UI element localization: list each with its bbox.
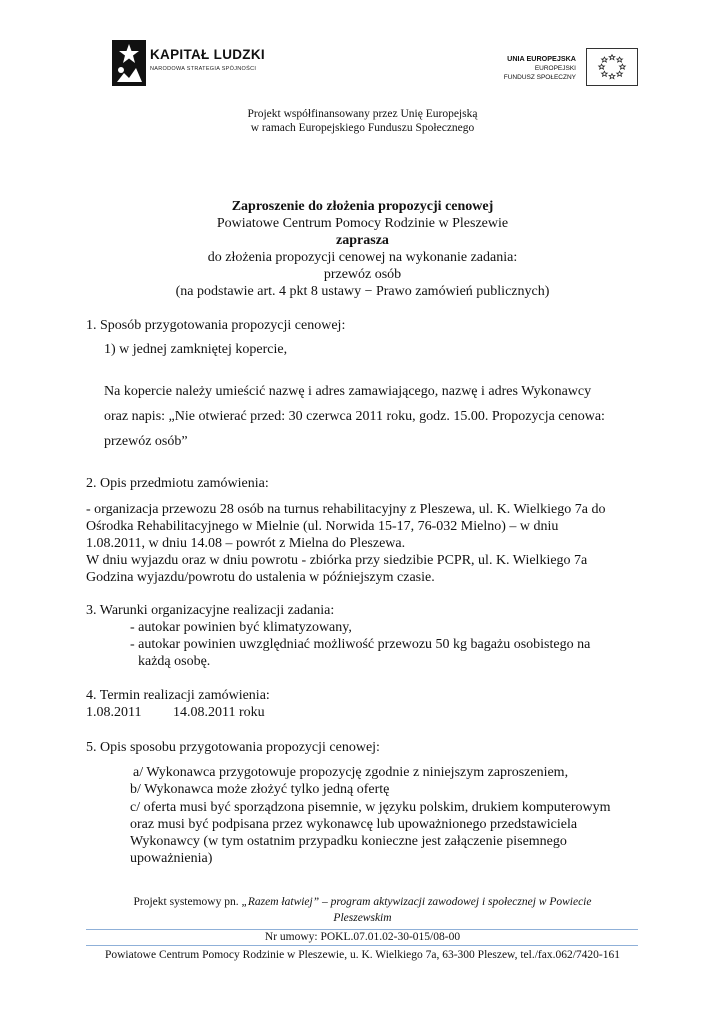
footer-address: Powiatowe Centrum Pomocy Rodzinie w Pleszewie, u. K. Wielkiego 7a, 63-300 Pleszew, tel./fax.062/7420-161 bbox=[104, 949, 621, 961]
task-line: do złożenia propozycji cenowej na wykonanie zadania: bbox=[207, 250, 518, 265]
legal-basis-line: (na podstawie art. 4 pkt 8 ustawy − Prawo zamówień publicznych) bbox=[175, 284, 550, 299]
section4-date-from: 1.08.2011 bbox=[86, 705, 142, 720]
footer-divider-bottom bbox=[86, 945, 638, 946]
eu-fund-text bbox=[504, 54, 576, 83]
section5-a: a/ Wykonawca przygotowuje propozycję zgodnie z niniejszym zaproszeniem, bbox=[133, 765, 569, 780]
kapital-ludzki-icon bbox=[112, 40, 146, 86]
cofinance-line1: Projekt współfinansowany przez Unię Europejską bbox=[247, 108, 478, 120]
section3-item2-line2: każdą osobę. bbox=[138, 654, 211, 669]
section1-item1: 1) w jednej zamkniętej kopercie, bbox=[104, 342, 288, 357]
footer-project bbox=[0, 896, 725, 908]
document-title: Zaproszenie do złożenia propozycji cenowej bbox=[231, 199, 494, 214]
section1-para-line2: oraz napis: „Nie otwierać przed: 30 czerwca 2011 roku, godz. 15.00. Propozycja cenowa: bbox=[104, 409, 605, 424]
section3-heading: 3. Warunki organizacyjne realizacji zadania: bbox=[86, 603, 335, 618]
section5-c-line3: Wykonawcy (w tym ostatnim przypadku konieczne jest załączenie pisemnego bbox=[130, 834, 567, 849]
organization-name: Powiatowe Centrum Pomocy Rodzinie w Pleszewie bbox=[216, 216, 509, 231]
section1-para-line3: przewóz osób” bbox=[104, 434, 188, 449]
invites-word: zaprasza bbox=[336, 233, 389, 248]
section5-c-line1: c/ oferta musi być sporządzona pisemnie, w języku polskim, drukiem komputerowym bbox=[130, 800, 611, 815]
section4-heading: 4. Termin realizacji zamówienia: bbox=[86, 688, 270, 703]
section2-line1: - organizacja przewozu 28 osób na turnus rehabilitacyjny z Pleszewa, ul. K. Wielkiego 7a do bbox=[86, 502, 606, 517]
section5-b: b/ Wykonawca może złożyć tylko jedną ofertę bbox=[130, 782, 390, 797]
footer-project-prefix: Projekt systemowy pn. bbox=[133, 896, 242, 908]
section5-heading: 5. Opis sposobu przygotowania propozycji cenowej: bbox=[86, 740, 380, 755]
eu-logo bbox=[498, 48, 638, 90]
eu-line1: UNIA EUROPEJSKA bbox=[507, 54, 576, 63]
section2-line2: Ośrodka Rehabilitacyjnego w Mielnie (ul. Norwida 15-17, 76-032 Mielno) – w dniu bbox=[86, 519, 559, 534]
subject-line: przewóz osób bbox=[323, 267, 402, 282]
eu-line3: FUNDUSZ SPOŁECZNY bbox=[503, 74, 576, 81]
kapital-ludzki-subtitle: NARODOWA STRATEGIA SPÓJNOŚCI bbox=[150, 66, 257, 72]
section5-c-line4: upoważnienia) bbox=[130, 851, 213, 866]
kapital-ludzki-title: KAPITAŁ LUDZKI bbox=[150, 47, 265, 62]
section3-item2-line1: - autokar powinien uwzględniać możliwość przewozu 50 kg bagażu osobistego na bbox=[130, 637, 591, 652]
footer-project-title-line1: „Razem łatwiej” – program aktywizacji zawodowej i społecznej w Powiecie bbox=[241, 896, 592, 908]
section1-heading: 1. Sposób przygotowania propozycji cenowej: bbox=[86, 318, 346, 333]
section2-line5: Godzina wyjazdu/powrotu do ustalenia w późniejszym czasie. bbox=[86, 570, 435, 585]
section2-heading: 2. Opis przedmiotu zamówienia: bbox=[86, 476, 269, 491]
eu-flag-icon bbox=[586, 48, 638, 86]
section2-line4: W dniu wyjazdu oraz w dniu powrotu - zbiórka przy siedzibie PCPR, ul. K. Wielkiego 7a bbox=[86, 553, 588, 568]
footer-project-title-line2: Pleszewskim bbox=[333, 912, 392, 924]
footer-divider-top bbox=[86, 929, 638, 930]
section3-item1: - autokar powinien być klimatyzowany, bbox=[130, 620, 352, 635]
section1-para-line1: Na kopercie należy umieścić nazwę i adres zamawiającego, nazwę i adres Wykonawcy bbox=[104, 384, 592, 399]
kapital-ludzki-logo bbox=[112, 40, 272, 90]
cofinance-line2: w ramach Europejskiego Funduszu Społecznego bbox=[250, 122, 475, 134]
section4-date-to: 14.08.2011 roku bbox=[173, 705, 265, 720]
section2-line3: 1.08.2011, w dniu 14.08 – powrót z Mielna do Pleszewa. bbox=[86, 536, 406, 551]
eu-line2: EUROPEJSKI bbox=[534, 64, 576, 72]
footer-contract: Nr umowy: POKL.07.01.02-30-015/08-00 bbox=[264, 931, 461, 943]
section5-c-line2: oraz musi być podpisana przez wykonawcę lub upoważnionego przedstawiciela bbox=[130, 817, 578, 832]
